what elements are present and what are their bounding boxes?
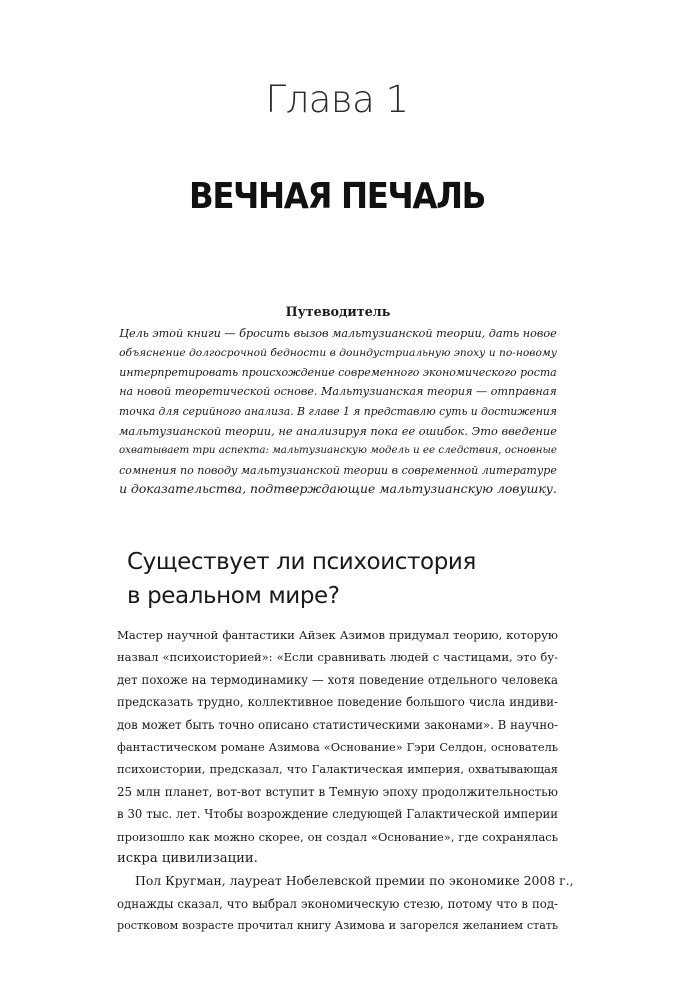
body-line: Пол Кругман, лауреат Нобелевской премии по экономике 2008 г., (135, 873, 574, 889)
body-line: фантастическом романе Азимова «Основание» Гэри Селдон, основатель (117, 740, 558, 755)
body-line: ростковом возрасте прочитал книгу Азимова и загорелся желанием стать (117, 919, 558, 933)
guide-line: охватывает три аспекта: мальтузианскую модель и ее следствия, основные (118, 444, 558, 457)
guide-box (118, 302, 558, 500)
section-heading (127, 545, 476, 613)
guide-title: Путеводитель (285, 304, 391, 319)
guide-line: точка для серийного анализа. В главе 1 я представлю суть и достижения (119, 404, 557, 418)
body-line: 25 млн планет, вот-вот вступит в Темную эпоху продолжительностью (117, 784, 558, 799)
body-line: однажды сказал, что выбрал экономическую стезю, потому что в под- (117, 896, 558, 911)
body-line: дет похоже на термодинамику — хотя поведение отдельного человека (117, 672, 558, 687)
body-line: в 30 тыс. лет. Чтобы возрождение следующей Галактической империи (117, 807, 558, 822)
chapter-title: ВЕЧНАЯ ПЕЧАЛЬ (188, 176, 485, 217)
body-line: предсказать трудно, коллективное поведение большого числа индиви- (117, 695, 558, 710)
body-line: психоистории, предсказал, что Галактическая империя, охватывающая (117, 762, 558, 777)
guide-line: интерпретировать происхождение современного экономического роста (119, 365, 557, 379)
section-heading-line: в реальном мире? (127, 583, 340, 609)
guide-line: Цель этой книги — бросить вызов мальтузианской теории, дать новое (119, 326, 557, 340)
guide-line: и доказательства, подтверждающие мальтузианскую ловушку. (119, 482, 557, 497)
section-heading-line: Существует ли психоистория (127, 549, 476, 575)
body-text (117, 624, 574, 938)
body-line: Мастер научной фантастики Айзек Азимов придумал теорию, которую (117, 628, 558, 642)
body-line: дов может быть точно описано статистическими законами». В научно- (117, 717, 558, 732)
guide-line: сомнения по поводу мальтузианской теории в современной литературе (119, 463, 557, 477)
guide-line: мальтузианской теории, не анализируя пока ее ошибок. Это введение (119, 423, 557, 438)
guide-line: объяснение долгосрочной бедности в доиндустриальную эпоху и по-новому (119, 346, 557, 360)
body-line: произошло как можно скорее, он создал «Основание», где сохранялась (117, 829, 558, 844)
chapter-number: Глава 1 (265, 78, 409, 121)
body-line: искра цивилизации. (117, 851, 258, 867)
guide-line: на новой теоретической основе. Мальтузианская теория — отправная (119, 385, 557, 399)
body-line: назвал «психоисторией»: «Если сравнивать людей с частицами, это бу- (117, 650, 558, 665)
